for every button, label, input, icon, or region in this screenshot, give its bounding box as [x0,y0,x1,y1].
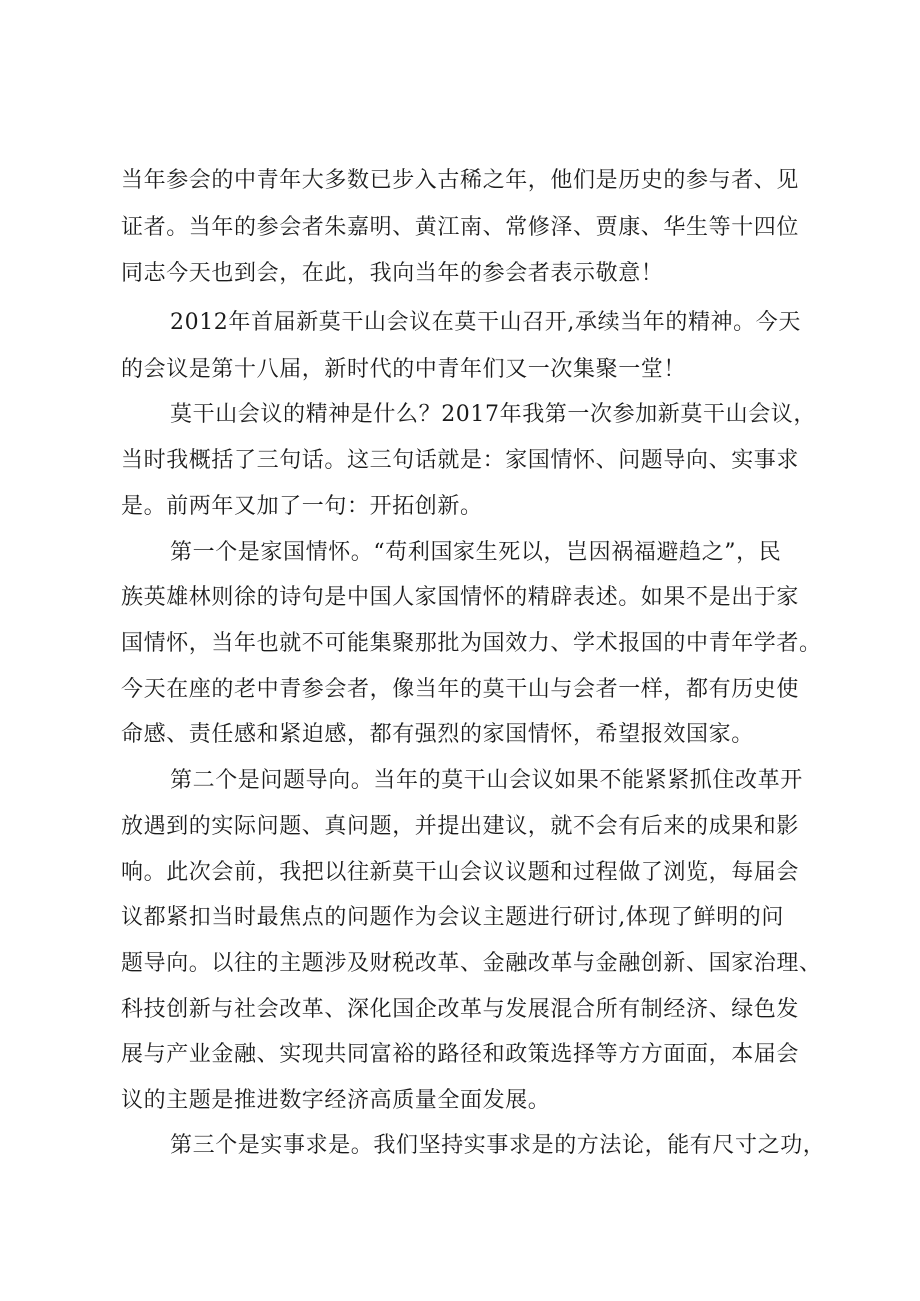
text-line: 当时我概括了三句话。这三句话就是：家国情怀、问题导向、实事求 [121,448,800,473]
text-line: 2012年首届新莫干山会议在莫干山召开,承续当年的精神。今天 [170,310,801,335]
text-line: 题导向。以往的主题涉及财税改革、金融改革与金融创新、国家治理、 [121,951,822,976]
text-line: 当年参会的中青年大多数已步入古稀之年，他们是历史的参与者、见 [121,168,800,193]
text-line: 证者。当年的参会者朱嘉明、黄江南、常修泽、贾康、华生等十四位 [121,215,800,240]
text-line: 议的主题是推进数字经济高质量全面发展。 [121,1088,551,1113]
text-line: 国情怀，当年也就不可能集聚那批为国效力、学术报国的中青年学者。 [121,631,822,656]
text-line: 今天在座的老中青参会者，像当年的莫干山与会者一样，都有历史使 [121,677,800,702]
text-line: 科技创新与社会改革、深化国企改革与发展混合所有制经济、绿色发 [121,997,800,1022]
text-line: 第三个是实事求是。我们坚持实事求是的方法论，能有尺寸之功， [170,1133,826,1158]
text-line: 响。此次会前，我把以往新莫干山会议议题和过程做了浏览，每届会 [121,860,800,885]
text-line: 同志今天也到会，在此，我向当年的参会者表示敬意！ [121,261,664,286]
text-line: 命感、责任感和紧迫感，都有强烈的家国情怀，希望报效国家。 [121,722,754,747]
text-line: 第一个是家国情怀。“苟利国家生死以，岂因祸福避趋之”，民 [170,540,782,565]
text-line: 议都紧扣当时最焦点的问题作为会议主题进行研讨,体现了鲜明的问 [121,905,784,930]
text-line: 莫干山会议的精神是什么？2017年我第一次参加新莫干山会议， [170,402,816,427]
text-line: 展与产业金融、实现共同富裕的路径和政策选择等方方面面，本届会 [121,1042,800,1067]
text-line: 族英雄林则徐的诗句是中国人家国情怀的精辟表述。如果不是出于家 [121,585,800,610]
text-line: 的会议是第十八届，新时代的中青年们又一次集聚一堂！ [121,357,687,382]
text-line: 第二个是问题导向。当年的莫干山会议如果不能紧紧抓住改革开 [170,768,803,793]
text-line: 是。前两年又加了一句：开拓创新。 [121,494,483,519]
text-line: 放遇到的实际问题、真问题，并提出建议，就不会有后来的成果和影 [121,814,800,839]
